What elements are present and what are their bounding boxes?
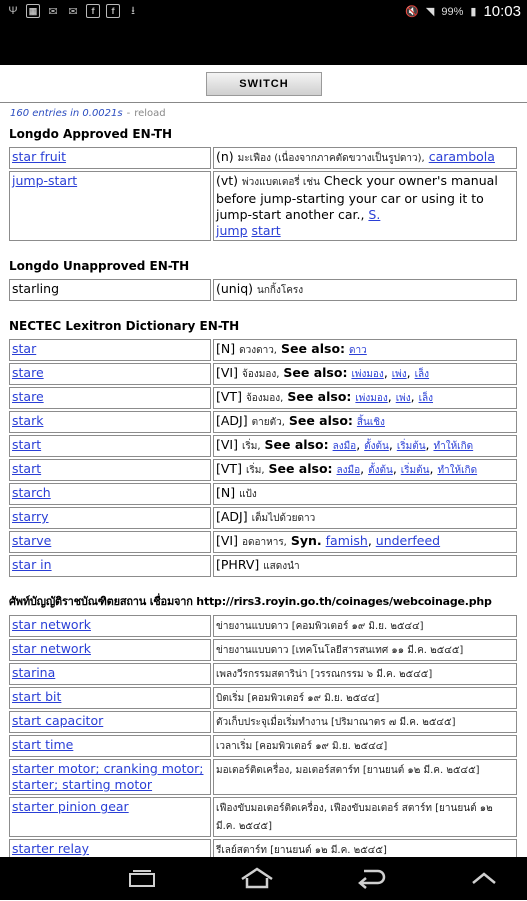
thai-definition: ตายตัว,	[251, 417, 285, 428]
definition-cell: [VT] จ้องมอง, See also: เพ่งมอง, เพ่ง, เล็ง	[213, 387, 517, 409]
related-link[interactable]: famish	[325, 533, 368, 548]
word-cell	[9, 171, 211, 241]
table-row	[9, 459, 517, 481]
table-row	[9, 639, 517, 661]
thai-definition: เฟืองขับมอเตอร์ติดเครื่อง, เฟืองขับมอเตอร์ สตาร์ท [ยานยนต์ ๑๒ มี.ค. ๒๕๔๕]	[216, 803, 493, 832]
thai-definition: เต็มไปด้วยดาว	[251, 513, 316, 524]
results-table	[7, 337, 519, 579]
facebook-icon: f	[86, 4, 100, 18]
word-link[interactable]: start capacitor	[12, 713, 104, 728]
results-table	[7, 277, 519, 303]
thai-definition: นกกิ้งโครง	[257, 285, 304, 296]
mail-icon: ✉	[68, 5, 78, 18]
table-row	[9, 147, 517, 169]
part-of-speech: (uniq)	[216, 281, 254, 296]
section-title: Longdo Unapproved EN-TH	[9, 259, 190, 273]
related-link[interactable]: ตั้งต้น	[368, 465, 393, 476]
word-cell	[9, 339, 211, 361]
definition-cell: [VI] อดอาหาร, Syn. famish, underfeed	[213, 531, 517, 553]
thai-definition: ข่ายงานแบบดาว [เทคโนโลยีสารสนเทศ ๑๑ มี.ค. ๒๕๔๕]	[216, 645, 464, 656]
table-row	[9, 663, 517, 685]
menu-up-icon[interactable]	[464, 865, 504, 891]
word-link[interactable]: stare	[12, 389, 44, 404]
part-of-speech: [VI]	[216, 437, 238, 452]
recent-apps-icon[interactable]	[122, 865, 162, 891]
thai-definition: มอเตอร์ติดเครื่อง, มอเตอร์สตาร์ท [ยานยนต์ ๑๒ มี.ค. ๒๕๔๕]	[216, 765, 480, 776]
switch-button[interactable]: SWITCH	[206, 72, 322, 96]
table-row	[9, 483, 517, 505]
see-also-label: Syn.	[290, 533, 322, 548]
word-cell	[9, 639, 211, 661]
timing-text: 160 entries in 0.0021s	[10, 108, 123, 119]
word-cell	[9, 459, 211, 481]
word-link[interactable]: starch	[12, 485, 51, 500]
word-cell	[9, 411, 211, 433]
word-link[interactable]: start time	[12, 737, 74, 752]
clock: 10:03	[483, 3, 521, 20]
see-also-label: See also:	[288, 413, 353, 428]
usb-icon: Ψ	[8, 5, 18, 17]
thai-definition: ดวงดาว,	[239, 345, 277, 356]
word-cell	[9, 483, 211, 505]
word-link[interactable]: start bit	[12, 689, 62, 704]
see-also-label: See also:	[264, 437, 329, 452]
word-link[interactable]: star network	[12, 641, 91, 656]
related-link[interactable]: เล็ง	[418, 393, 434, 404]
thai-definition: แสดงนำ	[263, 561, 300, 572]
home-icon[interactable]	[237, 865, 277, 891]
word-cell	[9, 759, 211, 795]
related-link[interactable]: สิ้นเชิง	[356, 417, 385, 428]
divider	[0, 102, 527, 103]
table-row	[9, 759, 517, 795]
definition-cell	[213, 339, 517, 361]
meta-separator: -	[126, 108, 131, 119]
table-row	[9, 555, 517, 577]
word-cell	[9, 435, 211, 457]
definition-cell	[213, 663, 517, 685]
table-row	[9, 363, 517, 385]
see-also-label: See also:	[280, 341, 346, 356]
mail-icon: ✉	[48, 5, 58, 18]
table-row	[9, 435, 517, 457]
part-of-speech: [ADJ]	[216, 413, 248, 428]
see-also-label: See also:	[287, 389, 352, 404]
related-link[interactable]: เพ่งมอง	[355, 393, 388, 404]
definition-cell	[213, 483, 517, 505]
system-icons	[405, 3, 521, 20]
thai-definition: จ้องมอง,	[245, 393, 284, 404]
back-icon[interactable]	[350, 865, 390, 891]
result-meta	[10, 105, 521, 123]
status-bar	[0, 0, 527, 25]
table-row	[9, 735, 517, 757]
definition-cell	[213, 555, 517, 577]
word-link[interactable]: star	[12, 341, 37, 356]
definition-cell	[213, 279, 517, 301]
thai-definition: ข่ายงานแบบดาว [คอมพิวเตอร์ ๑๙ มิ.ย. ๒๕๔๔]	[216, 621, 424, 632]
thai-definition: ตัวเก็บประจุเมื่อเริ่มทำงาน [ปริมาณาตร ๗ มี.ค. ๒๕๔๕]	[216, 717, 456, 728]
table-row	[9, 687, 517, 709]
definition-cell	[213, 735, 517, 757]
thai-definition: เพลงวีรกรรมสตาริน่า [วรรณกรรม ๖ มี.ค. ๒๕๔๕]	[216, 669, 433, 680]
word-link[interactable]: star network	[12, 617, 91, 632]
definition-cell: [VT] เริ่ม, See also: ลงมือ, ตั้งต้น, เริ่มต้น, ทำให้เกิด	[213, 459, 517, 481]
word-cell	[9, 531, 211, 553]
thai-definition: แป้ง	[239, 489, 257, 500]
word-cell	[9, 555, 211, 577]
section-title: NECTEC Lexitron Dictionary EN-TH	[9, 319, 240, 333]
part-of-speech: [VT]	[216, 389, 242, 404]
related-link[interactable]: ตั้งต้น	[364, 441, 389, 452]
word-cell	[9, 507, 211, 529]
thai-definition: จ้องมอง,	[241, 369, 280, 380]
word-cell	[9, 797, 211, 837]
word-cell	[9, 279, 211, 301]
nav-bar	[0, 857, 527, 900]
word-link[interactable]: jump-start	[12, 173, 78, 188]
related-link[interactable]: jump	[216, 223, 248, 238]
related-link[interactable]: ทำให้เกิด	[433, 441, 474, 452]
download-icon: ⭳	[131, 4, 135, 17]
table-row	[9, 615, 517, 637]
part-of-speech: [N]	[216, 341, 236, 356]
word-cell	[9, 387, 211, 409]
word-cell	[9, 687, 211, 709]
table-row	[9, 387, 517, 409]
part-of-speech: [N]	[216, 485, 236, 500]
related-link[interactable]: ทำให้เกิด	[437, 465, 478, 476]
definition-cell	[213, 797, 517, 837]
word-link[interactable]: star in	[12, 557, 52, 572]
battery-icon: ▮	[470, 6, 477, 18]
word-link[interactable]: starina	[12, 665, 56, 680]
word-link[interactable]: start	[12, 437, 42, 452]
table-row	[9, 171, 517, 241]
word-link[interactable]: star fruit	[12, 149, 67, 164]
section-title: ศัพท์บัญญัติราชบัณฑิตยสถาน เชื่อมจาก http://rirs3.royin.go.th/coinages/webcoinage.php	[9, 595, 492, 608]
definition-cell	[213, 615, 517, 637]
thai-definition: พ่วงแบตเตอรี่ เช่น	[242, 177, 320, 188]
related-link[interactable]: เล็ง	[414, 369, 430, 380]
related-link[interactable]: ลงมือ	[336, 465, 361, 476]
related-link[interactable]: เพ่งมอง	[351, 369, 384, 380]
definition-cell	[213, 711, 517, 733]
results-table	[7, 145, 519, 243]
part-of-speech: (vt)	[216, 173, 239, 188]
reload-link[interactable]: reload	[134, 108, 166, 119]
section-spacer	[9, 243, 521, 255]
thai-definition: เริ่ม,	[245, 465, 265, 476]
related-link[interactable]: เพ่ง	[395, 393, 411, 404]
part-of-speech: [VI]	[216, 365, 238, 380]
part-of-speech: [ADJ]	[216, 509, 248, 524]
related-link[interactable]: เพ่ง	[391, 369, 407, 380]
thai-definition: อดอาหาร,	[241, 537, 287, 548]
results-content	[9, 105, 521, 857]
table-row	[9, 411, 517, 433]
table-row	[9, 797, 517, 837]
definition-cell	[213, 759, 517, 795]
thai-definition: เวลาเริ่ม [คอมพิวเตอร์ ๑๙ มิ.ย. ๒๕๔๔]	[216, 741, 388, 752]
toolbar	[0, 65, 527, 102]
word-link[interactable]: starter relay	[12, 841, 90, 856]
definition-cell: [VI] จ้องมอง, See also: เพ่งมอง, เพ่ง, เล็ง	[213, 363, 517, 385]
word-link[interactable]: start	[12, 461, 42, 476]
word-link[interactable]: starter pinion gear	[12, 799, 129, 814]
mute-icon: 🔇	[405, 6, 419, 18]
section-title: Longdo Approved EN-TH	[9, 127, 173, 141]
word-cell	[9, 147, 211, 169]
thai-definition: รีเลย์สตาร์ท [ยานยนต์ ๑๒ มี.ค. ๒๕๔๕]	[216, 845, 387, 856]
word-link[interactable]: stare	[12, 365, 44, 380]
app-icon: ▦	[26, 4, 40, 18]
word-link[interactable]: starry	[12, 509, 49, 524]
table-row	[9, 507, 517, 529]
word-cell	[9, 735, 211, 757]
related-link[interactable]: carambola	[428, 149, 495, 164]
part-of-speech: [VT]	[216, 461, 242, 476]
see-also-label: See also:	[268, 461, 333, 476]
related-link[interactable]: เริ่มต้น	[396, 441, 426, 452]
thai-definition: บิตเริ่ม [คอมพิวเตอร์ ๑๙ มิ.ย. ๒๕๔๔]	[216, 693, 380, 704]
battery-percent: 99%	[441, 5, 464, 18]
app-header-band	[0, 25, 527, 65]
section-spacer	[9, 303, 521, 315]
table-row	[9, 279, 517, 301]
definition-cell	[213, 687, 517, 709]
related-link[interactable]: เริ่มต้น	[400, 465, 430, 476]
definition-cell	[213, 639, 517, 661]
word-cell	[9, 363, 211, 385]
word-link: starling	[12, 281, 60, 296]
word-link[interactable]: starter motor; cranking motor; starter; starting motor	[12, 761, 204, 792]
part-of-speech: [PHRV]	[216, 557, 260, 572]
table-row	[9, 531, 517, 553]
word-cell	[9, 711, 211, 733]
part-of-speech: (n)	[216, 149, 234, 164]
example-sentence: Check your owner's manual before jump-starting your car or using it to jump-start another car.,	[216, 173, 498, 222]
word-link[interactable]: stark	[12, 413, 44, 428]
see-also-label: See also:	[283, 365, 348, 380]
table-row	[9, 339, 517, 361]
notification-icons	[6, 4, 140, 18]
thai-definition: เริ่ม,	[241, 441, 261, 452]
related-link[interactable]: ดาว	[349, 345, 367, 356]
related-link[interactable]: start	[251, 223, 281, 238]
definition-cell	[213, 147, 517, 169]
word-link[interactable]: starve	[12, 533, 52, 548]
word-cell	[9, 663, 211, 685]
table-row	[9, 711, 517, 733]
thai-definition: มะเฟือง (เนื่องจากภาคตัดขวางเป็นรูปดาว),	[237, 153, 425, 164]
dictionary-sections	[9, 123, 521, 901]
related-link[interactable]: underfeed	[375, 533, 441, 548]
part-of-speech: [VI]	[216, 533, 238, 548]
section-spacer	[9, 579, 521, 591]
definition-cell: [VI] เริ่ม, See also: ลงมือ, ตั้งต้น, เริ่มต้น, ทำให้เกิด	[213, 435, 517, 457]
word-cell	[9, 615, 211, 637]
facebook-icon: f	[106, 4, 120, 18]
related-link[interactable]: S.	[368, 207, 381, 222]
definition-cell	[213, 507, 517, 529]
wifi-icon: ◥	[425, 6, 435, 18]
definition-cell	[213, 411, 517, 433]
definition-cell	[213, 171, 517, 241]
related-link[interactable]: ลงมือ	[332, 441, 357, 452]
